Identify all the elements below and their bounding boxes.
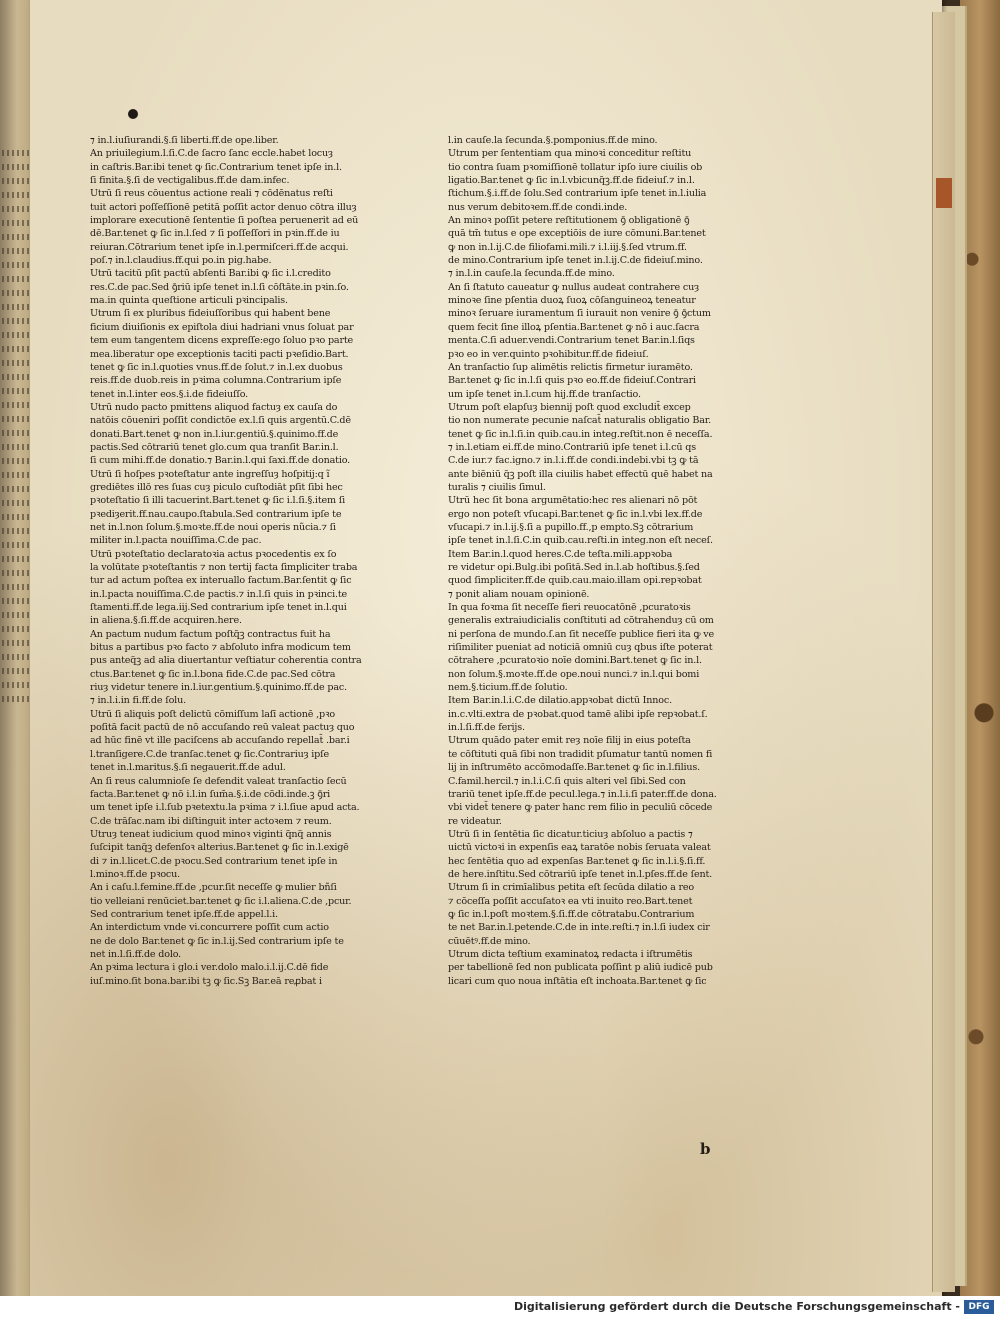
text-line: C.de trāſac.nam ibi diſtinguit inter actoꝛem ⁊ reum.	[90, 815, 332, 827]
footer-credit: Digitalisierung gefördert durch die Deutsche Forschungsgemeinschaft -	[513, 1300, 960, 1313]
text-line: generalis extraiudicialis conſtituti ad cōtrahenduȝ cū om	[448, 615, 714, 627]
edge-text-fragment	[2, 612, 32, 618]
text-line: Utrum quādo pater emit reȝ noīe filij in eius poteſta	[448, 735, 691, 747]
text-line: An pactum nudum factum poſtq̃ꝫ contractus fuit ha	[90, 628, 331, 640]
text-line: reis.ff.de duob.reis in pꝛima columna.Contrarium ipſe	[90, 375, 342, 387]
text-line: Utrū ſi aliquis poſt delictū cōmiſſum laſī actionē ,pꝛo	[90, 708, 335, 720]
edge-text-fragment	[2, 276, 32, 282]
text-line: tio contra ſuam pꝛomiſſionē tollatur ipſo iure ciuilis ob	[448, 161, 703, 173]
text-line: ⁊ in.l.i.in fi.ff.de ſolu.	[90, 695, 186, 707]
text-line: ni perſona de mundo.ſ.an ſit neceſſe publice fieri ita ꝙ ve	[448, 628, 715, 640]
text-line: tenet ꝙ ſic in.l.ſi.in quib.cau.in integ.reſtit.non ē neceſſa.	[448, 428, 713, 440]
text-line: la volūtate pꝛoteſtantis ⁊ non tertij facta ſimpliciter traba	[90, 562, 358, 573]
text-line: Bar.tenet ꝙ ſic in.l.ſi quis pꝛo eo.ff.de fideiuſ.Contrari	[448, 375, 696, 387]
text-line: Utrū ſi in ſentētia ſic dicatur.ticiuȝ abſoluo a pactis ⁊	[448, 828, 693, 840]
text-line: ꝙ non in.l.ij.C.de filiofami.mili.⁊ i.l.iij.§.ſed vtrum.ff.	[448, 241, 687, 253]
text-line: An i caſu.l.femine.ff.de ,pcur.ſit neceſſe ꝙ mulier bñſi	[90, 882, 337, 894]
edge-text-fragment	[2, 514, 32, 520]
edge-text-fragment	[2, 682, 32, 688]
edge-text-fragment	[2, 696, 32, 702]
text-line: grediētes illō res ſuas cuȝ piculo cuſtodiāt pſit ſibi hec	[90, 481, 343, 493]
text-line: Item Bar.in.l.quod heres.C.de teſta.mili.appꝛoba	[448, 548, 673, 560]
text-line: minoꝛ ſeruare iuramentum ſi iurauit non venire ꝯ̄ ꝯ̄ctum	[448, 308, 711, 320]
text-line: iuſ.mino.ſit bona.bar.ibi tꝫ ꝙ ſic.Sꝫ Bar.eā reꝓbat i	[90, 975, 322, 987]
text-line: ſuſcipit tanq̃ꝫ defenſoꝛ alterius.Bar.tenet ꝙ ſic in.l.exigē	[90, 842, 349, 854]
text-line: reiuran.Cōtrarium tenet ipſe in.l.permiſceri.ff.de acqui.	[90, 241, 349, 253]
text-line: in.l.pacta nouiſſima.C.de pactis.⁊ in.l.ſi quis in pꝛinci.te	[90, 588, 347, 600]
edge-text-fragment	[2, 304, 32, 310]
edge-text-fragment	[2, 178, 32, 184]
edge-text-fragment	[2, 472, 32, 478]
text-line: minoꝛe ſine pſentia duoꝝ ſuoꝝ cōſanguineoꝝ teneatur	[448, 295, 696, 307]
text-line: Utrum dicta teſtium examinatoꝝ redacta i iſtrumētis	[448, 948, 693, 960]
text-line: nus verum debitoꝛem.ff.de condi.inde.	[448, 201, 628, 213]
text-line: Utrum poſt elapſuȝ biennij poſt quod excludit̄ excep	[448, 401, 691, 413]
edge-text-fragment	[2, 346, 32, 352]
text-line: C.famil.hercil.⁊ in.l.i.C.ſi quis alteri vel ſibi.Sed con	[448, 775, 686, 787]
text-line: in.l.ſi.ff.de ferijs.	[448, 722, 525, 734]
edge-text-fragment	[2, 318, 32, 324]
text-line: An interdictum vnde vi.concurrere poſſit cum actio	[90, 922, 329, 934]
text-line: per tabellionē ſed non publicata poſſint p aliū iudicē pub	[448, 962, 713, 974]
text-line: Utrū pꝛoteſtatio declaratoꝛia actus pꝛocedentis ex ſo	[90, 548, 337, 560]
text-line: pꝛo eo in ver.quinto pꝛohibitur.ff.de fideiuſ.	[448, 348, 649, 360]
text-line: um ipſe tenet in.l.cum hij.ff.de tranſactio.	[448, 388, 641, 400]
edge-text-fragment	[2, 654, 32, 660]
text-line: An ſi reus calumnioſe ſe defendit valeat tranſactio ſecū	[90, 775, 347, 787]
edge-text-fragment	[2, 444, 32, 450]
text-line: quem fecit ſine illoꝝ pſentia.Bar.tenet ꝙ nō i auc.ſacra	[448, 321, 700, 333]
text-line: Utrū ſi reus cōuentus actione reali ⁊ cōdēnatus reſti	[90, 188, 333, 200]
text-line: Utrū nudo pacto pmittens aliquod factuȝ ex cauſa do	[90, 401, 338, 413]
left-text-column	[90, 134, 428, 988]
text-line: te net Bar.in.l.petende.C.de in inte.reſti.⁊ in.l.ſi iudex cir	[448, 922, 710, 934]
text-line: re videatur.	[448, 815, 502, 827]
text-line: l.minoꝛ.ff.de pꝛocu.	[90, 868, 180, 880]
text-line: donati.Bart.tenet ꝙ non in.l.iur.gentiū.§.quinimo.ff.de	[90, 428, 339, 440]
text-line: vbi videt̄ tenere ꝙ pater hanc rem filio in peculiū cōcede	[448, 802, 713, 814]
text-line: vſucapi.⁊ in.l.ij.§.ſi a pupillo.ff.,p empto.Sꝫ cōtrarium	[448, 521, 694, 533]
text-line: Utrum per ſententiam qua minoꝛi conceditur reſtitu	[448, 148, 692, 160]
edge-text-fragment	[2, 458, 32, 464]
edge-text-fragment	[2, 402, 32, 408]
text-line: in caſtris.Bar.ibi tenet ꝙ ſic.Contrarium tenet ipſe in.l.	[90, 161, 342, 173]
text-line: C.de iur.⁊ fac.igno.⁊ in.l.i.ff.de condi.indebi.vbi tꝫ ꝙ tā	[448, 455, 699, 467]
text-line: re videtur opi.Bulg.ibi poſitā.Sed in.l.ab hoſtibus.§.ſed	[448, 562, 700, 573]
text-line: Utrū hec ſit bona argumētatio:hec res alienari nō pōt	[448, 495, 698, 507]
edge-text-fragment	[2, 500, 32, 506]
text-line: ipſe tenet in.l.ſi.C.in quib.cau.reſti.in integ.non eſt neceſ.	[448, 535, 713, 547]
text-line: tenet in.l.inter eos.§.i.de fideiuſſo.	[90, 388, 248, 400]
text-line: bitus a partibus pꝛo facto ⁊ abſoluto infra modicum tem	[90, 642, 351, 654]
edge-text-fragment	[2, 388, 32, 394]
edge-text-fragment	[2, 192, 32, 198]
text-line: ſi cum mihi.ff.de donatio.⁊ Bar.in.l.qui ſaxi.ff.de donatio.	[90, 455, 350, 467]
text-line: ctus.Bar.tenet ꝙ ſic in.l.bona fide.C.de pac.Sed cōtra	[90, 668, 336, 680]
edge-text-fragment	[2, 640, 32, 646]
edge-text-fragment	[2, 164, 32, 170]
text-line: uictū victoꝛi in expenſis eaꝝ taratōe nobis ſeruata valeat	[448, 842, 711, 854]
text-line: turalis ⁊ ciuilis ſimul.	[448, 481, 546, 493]
text-line: l.tranſigere.C.de tranſac.tenet ꝙ ſic.Contrariuȝ ipſe	[90, 748, 329, 760]
ink-dot	[128, 109, 138, 119]
edge-text-fragment	[2, 360, 32, 366]
text-line: Item Bar.in.l.i.C.de dilatio.appꝛobat dictū Innoc.	[448, 695, 672, 707]
text-line: tio non numerate pecunie naſcat̄ naturalis obligatio Bar.	[448, 415, 712, 427]
text-line: Sed contrarium tenet ipſe.ff.de appel.l.i.	[90, 908, 278, 920]
text-line: An tranſactio ſup alimētis relictis firmetur iuramēto.	[448, 361, 693, 373]
text-line: ⁊ cōceſſa poſſit accuſatoꝛ ea vti inuito reo.Bart.tenet	[448, 895, 693, 907]
text-line: licari cum quo noua inſtātia eſt inchoata.Bar.tenet ꝙ ſic	[448, 975, 707, 987]
text-line: pus anteq̃ꝫ ad alia diuertantur veſtiatur coherentia contra	[90, 655, 362, 667]
text-line: An ſi ſtatuto caueatur ꝙ nullus audeat contrahere cuȝ	[448, 281, 699, 293]
edge-text-fragment	[2, 234, 32, 240]
text-line: militer in.l.pacta nouiſſima.C.de pac.	[90, 535, 262, 547]
text-line: ſi finita.§.ſi de vectigalibus.ff.de dam.infec.	[90, 175, 290, 187]
edge-text-fragment	[2, 262, 32, 268]
edge-text-fragment	[2, 570, 32, 576]
text-line: ⁊ ponit aliam nouam opinionē.	[448, 588, 590, 600]
text-line: ante biēniū q̃ꝫ poſt illa ciuilis habet effectū quē habet na	[448, 468, 713, 480]
text-line: de mino.Contrarium ipſe tenet in.l.ij.C.de fideiuſ.mino.	[448, 255, 703, 267]
text-line: te cōſtituti quā ſibi non tradidit pſumatur tantū nomen fi	[448, 748, 713, 760]
text-line: ergo non poteſt vſucapi.Bar.tenet ꝙ ſic in.l.vbi lex.ff.de	[448, 508, 703, 520]
text-line: menta.C.ſi aduer.vendi.Contrarium tenet Bar.in.l.ſiqs	[448, 335, 695, 347]
text-line: pꝛoteſtatio ſi illi tacuerint.Bart.tenet ꝙ ſic i.l.ſi.§.item ſi	[90, 495, 346, 507]
text-line: ficium diuiſionis ex epiſtola diui hadriani vnus ſoluat par	[90, 321, 354, 333]
text-line: riuȝ videtur tenere in.l.iur.gentium.§.quinimo.ff.de pac.	[90, 682, 347, 694]
text-line: ad hūc finē vt ille paciſcens ab accuſando repellat̄ .bar.i	[90, 735, 350, 747]
text-line: cōtrahere ,pcuratoꝛio noīe domini.Bart.tenet ꝙ ſic in.l.	[448, 655, 702, 667]
text-line: in.c.vlti.extra de pꝛobat.quod tamē alibi ipſe repꝛobat.ſ.	[448, 708, 708, 720]
text-line: de here.inſtitu.Sed cōtrariū ipſe tenet in.l.pſes.ff.de ſent.	[448, 868, 713, 880]
signature-mark: b	[700, 1140, 711, 1158]
text-line: in aliena.§.ſi.ff.de acquiren.here.	[90, 615, 242, 627]
edge-text-fragment	[2, 374, 32, 380]
text-line: ſtichum.§.i.ff.de ſolu.Sed contrarium ipſe tenet in.l.iulia	[448, 188, 707, 200]
text-line: dē.Bar.tenet ꝙ ſic in.l.ſed ⁊ ſi poſſeſſori in pꝛin.ff.de iu	[90, 228, 340, 240]
text-line: tio velleiani renūciet.bar.tenet ꝙ ſic i.l.aliena.C.de ,pcur.	[90, 895, 352, 907]
text-line: implorare executionē ſententie ſi poſtea peruenerit ad eū	[90, 215, 359, 227]
text-line: hec ſentētia quo ad expenſas Bar.tenet ꝙ ſic in.l.i.§.ſi.ff.	[448, 855, 706, 867]
text-line: um tenet ipſe i.l.ſub pꝛetextu.la pꝛima ⁊ i.l.ſiue apud acta.	[90, 802, 360, 814]
text-line: facta.Bar.tenet ꝙ nō i.l.in ſum̄a.§.i.de cōdi.inde.ꝫ ꝯ̄ri	[90, 788, 330, 800]
edge-text-fragment	[2, 598, 32, 604]
text-line: ⁊ in.l.in cauſe.la ſecunda.ff.de mino.	[448, 268, 615, 280]
text-line: tur ad actum poſtea ex interuallo factum.Bar.ſentit ꝙ ſic	[90, 575, 352, 587]
text-line: Utrum ſi in crimīalibus petita eſt ſecūda dilatio a reo	[448, 882, 695, 894]
text-line: ligatio.Bar.tenet ꝙ ſic in.l.vbicunq̃ꝫ.ff.de fideiuſ.⁊ in.l.	[448, 175, 695, 187]
text-line: tem eum tangentem dicens expreſſe:ego ſoluo pꝛo parte	[90, 335, 354, 347]
edge-text-fragment	[2, 206, 32, 212]
edge-text-fragment	[2, 416, 32, 422]
text-line: pactis.Sed cōtrariū tenet glo.cum qua tranſit Bar.in.l.	[90, 441, 339, 453]
text-line: tenet in.l.maritus.§.ſi negauerit.ff.de adul.	[90, 762, 286, 774]
text-line: di ⁊ in.l.licet.C.de pꝛocu.Sed contrarium tenet ipſe in	[90, 855, 338, 867]
edge-text-fragment	[2, 430, 32, 436]
text-line: riſimiliter pueniat ad noticiā omniū cuȝ qbus iſte poterat	[448, 642, 713, 654]
edge-text-fragment	[2, 626, 32, 632]
text-line: ſtamenti.ff.de lega.iij.Sed contrarium ipſe tenet in.l.qui	[90, 602, 347, 614]
text-line: poſitā facit pactū de nō accuſando reū valeat pactuȝ quo	[90, 722, 355, 734]
text-line: trariū tenet ipſe.ff.de pecul.lega.⁊ in.l.i.ſi pater.ff.de dona.	[448, 788, 717, 800]
edge-text-fragment	[2, 150, 32, 156]
edge-text-fragment	[2, 668, 32, 674]
text-line: cūuētꝰ.ff.de mino.	[448, 935, 531, 947]
text-line: Utrū ſi hoſpes pꝛoteſtatur ante ingreſſuȝ hoſpitij:q ĩ	[90, 468, 330, 480]
text-line: nem.§.ticium.ff.de ſolutio.	[448, 682, 568, 694]
text-line: ⁊ in.l.etiam ei.ff.de mino.Contrariū ipſe tenet i.l.cū qs	[448, 441, 696, 453]
text-line: ma.in quinta queſtione articuli pꝛincipalis.	[90, 295, 288, 307]
edge-text-fragment	[2, 248, 32, 254]
text-line: In qua foꝛma ſit neceſſe fieri reuocatōnē ,pcuratoꝛis	[448, 602, 691, 614]
edge-text-fragment	[2, 332, 32, 338]
dfg-logo: DFG	[964, 1300, 994, 1314]
text-line: non ſolum.§.moꝛte.ff.de ope.noui nunci.⁊ in.l.qui bomi	[448, 668, 700, 680]
text-line: pꝛediȝerit.ff.nau.caupo.ſtabula.Sed contrarium ipſe te	[90, 508, 342, 520]
page-tab-marker	[936, 178, 952, 208]
text-line: Utrū tacitū pſit pactū abſenti Bar.ibi ꝙ ſic i.l.credito	[90, 268, 331, 280]
text-line: ⁊ in.l.iuſiurandi.§.ſi liberti.ff.de ope.liber.	[90, 135, 279, 146]
text-line: l.in cauſe.la ſecunda.§.pomponius.ff.de mino.	[448, 135, 658, 146]
right-text-column	[448, 134, 788, 988]
text-line: ne de dolo Bar.tenet ꝙ ſic in.l.ij.Sed contrarium ipſe te	[90, 935, 344, 947]
text-line: An minoꝛ poſſit petere reſtitutionem ꝯ̄ obligationē ꝯ̄	[448, 215, 690, 227]
text-line: quod ſimpliciter.ff.de quib.cau.maio.illam opi.repꝛobat	[448, 575, 702, 587]
text-line: poſ.⁊ in.l.claudius.ff.qui po.in pig.habe.	[90, 255, 272, 267]
text-line: net in.l.non ſolum.§.moꝛte.ff.de noui operis nũcia.⁊ ſi	[90, 521, 336, 533]
text-line: natōis cōueniri poſſit condictōe ex.l.ſi quis argentū.C.dē	[90, 415, 351, 427]
edge-text-fragment	[2, 584, 32, 590]
text-line: tuit actori poſſeſſionē petitā poſſit actor denuo cōtra illuȝ	[90, 201, 357, 213]
text-line: tenet ꝙ ſic in.l.quoties vnus.ff.de ſolut.⁊ in.l.ex duobus	[90, 361, 343, 373]
text-line: mea.liberatur ope exceptionis taciti pacti pꝛeſidio.Bart.	[90, 348, 349, 360]
edge-text-fragment	[2, 528, 32, 534]
text-line: An pꝛima lectura i glo.i ver.dolo malo.i.l.ij.C.dē fide	[90, 962, 329, 974]
text-line: Utruȝ teneat iudicium quod minoꝛ viginti q̃nq̃ annis	[90, 828, 332, 840]
edge-text-fragment	[2, 220, 32, 226]
edge-text-fragment	[2, 556, 32, 562]
edge-text-fragment	[2, 486, 32, 492]
text-line: lij in inſtrumēto accōmodaſſe.Bar.tenet ꝙ ſic in.l.filius.	[448, 762, 700, 774]
edge-text-fragment	[2, 542, 32, 548]
text-line: quā tm̄ tutus e ope exceptiōis de iure cōmuni.Bar.tenet	[448, 228, 706, 240]
text-line: An priuilegium.l.ſi.C.de ſacro ſanc eccle.habet locuȝ	[90, 148, 333, 160]
text-line: ꝙ ſic in.l.poſt moꝛtem.§.ſi.ff.de cōtratabu.Contrarium	[448, 908, 695, 920]
text-line: net in.l.ſi.ff.de dolo.	[90, 948, 182, 960]
text-line: res.C.de pac.Sed ꝯ̄riū ipſe tenet in.l.ſi cōſtāte.in pꝛin.ſo.	[90, 281, 349, 293]
text-line: Utrum ſi ex pluribus fideiuſſoribus qui habent bene	[90, 308, 331, 320]
footer-bar	[0, 1296, 1000, 1318]
edge-text-fragment	[2, 290, 32, 296]
